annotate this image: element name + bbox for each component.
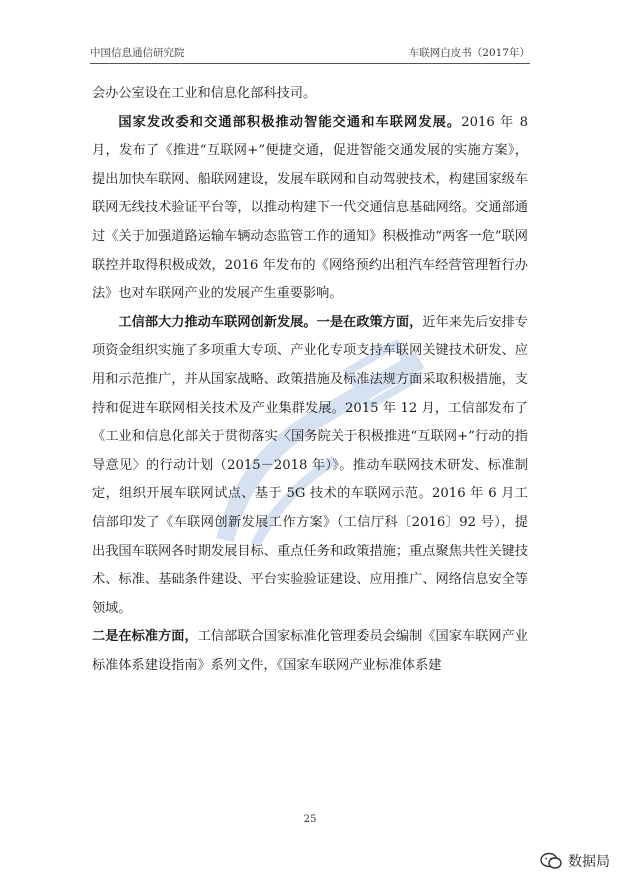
header-org: 中国信息通信研究院 — [90, 47, 185, 59]
page-number: 25 — [303, 814, 317, 825]
body-text — [92, 80, 528, 680]
page-header — [90, 40, 530, 64]
paragraph-4 — [92, 623, 528, 680]
paragraph-2-heading: 国家发改委和交通部积极推动智能交通和车联网发展。 — [118, 114, 462, 130]
paragraph-4-heading: 二是在标准方面， — [92, 629, 198, 645]
paragraph-3-text: 近年来先后安排专项资金组织实施了多项重大专项、产业化专项支持车联网关键技术研发、应用和示范推广，并从国家战略、政策措施及标准法规方面采取积极措施，支持和促进车联网相关技术及产业集群发展。2015 年 12 月，工信部发布了《工业和信息化部关于贯彻落实〈国务院关于积极推进“互联网+”行动的指导意见〉的行动计划（2015－2018 年）》。推动车联网技术研发、标准制定，组织开展车联网试点、基于 5G 技术的车联网示范。2016 年 6 月工信部印发了《车联网创新发展工作方案》（工信厅科〔2016〕92 号），提出我国车联网各时期发展目标、重点任务和政策措施；重点聚焦共性关键技术、标准、基础条件建设、平台实验验证建设、应用推广、网络信息安全等领域。 — [92, 314, 528, 616]
paragraph-1: 会办公室设在工业和信息化部科技司。 — [92, 86, 317, 101]
brand-badge — [540, 851, 610, 871]
wechat-icon — [540, 852, 562, 870]
paragraph-2 — [92, 109, 528, 309]
paragraph-4-text: 工信部联合国家标准化管理委员会编制《国家车联网产业标准体系建设指南》系列文件，《国家车联网产业标准体系建 — [92, 629, 528, 673]
brand-name: 数据局 — [568, 854, 610, 870]
header-doc-title: 车联网白皮书（2017年） — [408, 47, 530, 59]
paragraph-3-heading: 工信部大力推动车联网创新发展。一是在政策方面， — [118, 314, 423, 330]
paragraph-2-text: 2016 年 8 月，发布了《推进“互联网+”便捷交通，促进智能交通发展的实施方案》，提出加快车联网、船联网建设，发展车联网和自动驾驶技术，构建国家级车联网无线技术验证平台等，以推动构建下一代交通信息基础网络。交通部通过《关于加强道路运输车辆动态监管工作的通知》积极推动“两客一危”联网联控并取得积极成效，2016 年发布的《网络预约出租汽车经营管理暂行办法》也对车联网产业的发展产生重要影响。 — [92, 114, 528, 302]
paragraph-3 — [92, 309, 528, 624]
